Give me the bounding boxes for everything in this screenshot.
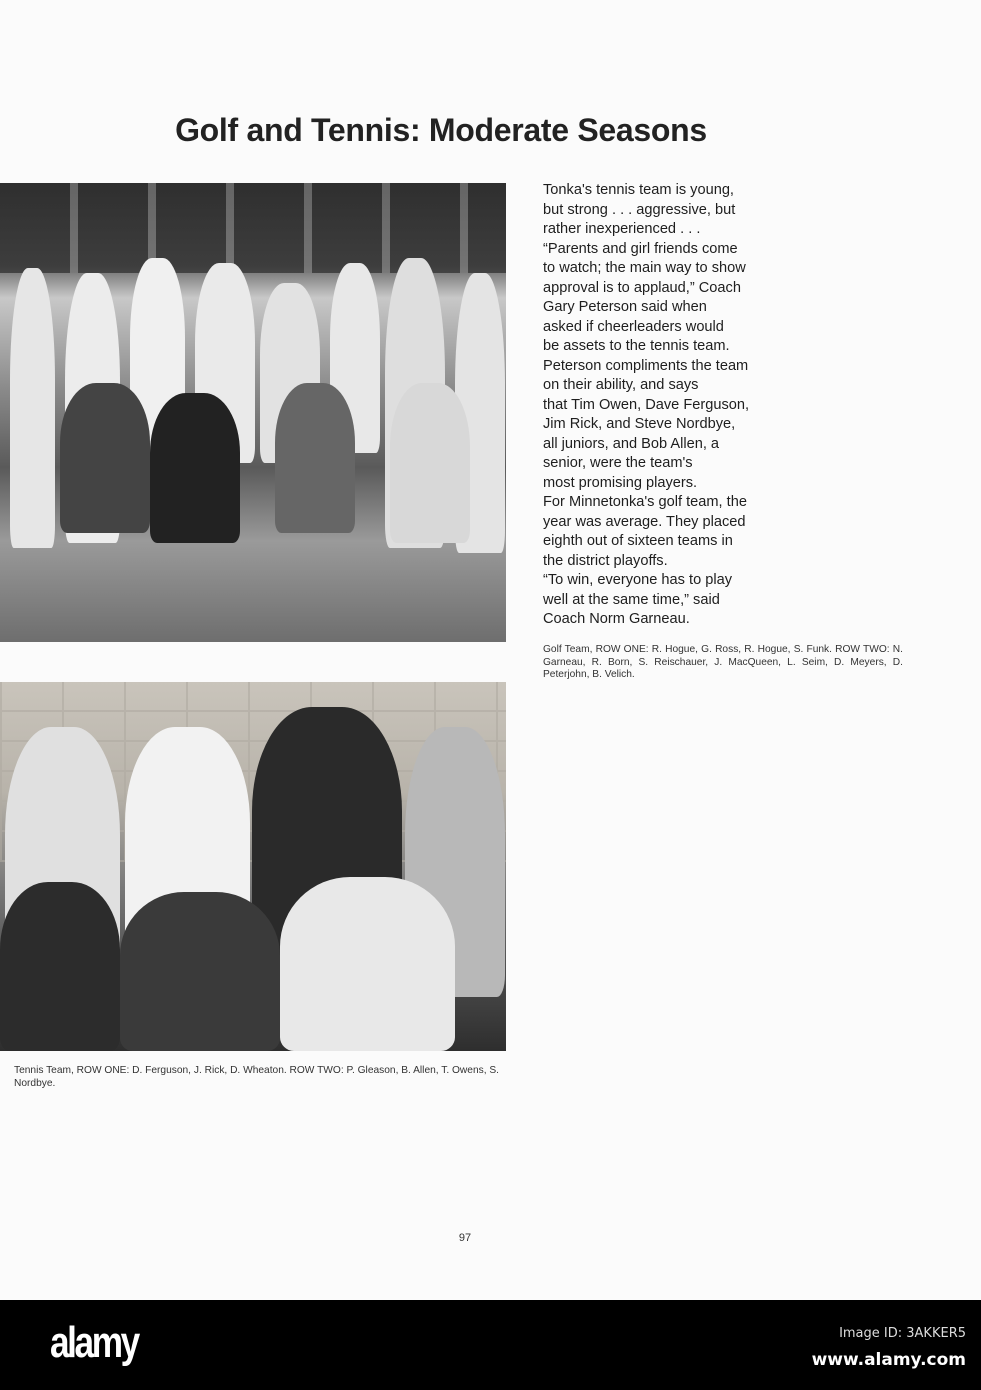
body-line: on their ability, and says <box>543 377 699 393</box>
body-line: For Minnetonka's golf team, the <box>543 494 747 510</box>
body-line: Jim Rick, and Steve Nordbye, <box>543 416 736 432</box>
body-line: “To win, everyone has to play <box>543 572 733 588</box>
body-line: rather inexperienced . . . <box>543 221 701 237</box>
body-line: Coach Norm Garneau. <box>543 611 690 627</box>
body-line: all juniors, and Bob Allen, a <box>543 435 720 452</box>
golf-team-caption: Golf Team, ROW ONE: R. Hogue, G. Ross, R. Hogue, S. Funk. ROW TWO: N. Garneau, R. Born, S. Reischauer, J. MacQueen, L. Seim, D. Meyers, D. Peterjohn, B. Velich. <box>543 644 903 680</box>
body-line: be assets to the tennis team. <box>543 338 730 354</box>
body-line: most promising players. <box>543 474 698 491</box>
body-line: year was average. They placed <box>543 513 746 530</box>
body-line: that Tim Owen, Dave Ferguson, <box>543 396 750 413</box>
body-line: Gary Peterson said when <box>543 299 707 315</box>
site-url: www.alamy.com <box>811 1350 966 1370</box>
tennis-team-photo <box>0 682 506 1051</box>
body-line: approval is to applaud,” Coach <box>543 279 741 296</box>
body-line: but strong . . . aggressive, but <box>543 201 736 218</box>
body-line: Peterson compliments the team <box>543 357 749 374</box>
alamy-logo: alamy <box>50 1318 138 1367</box>
body-line: asked if cheerleaders would <box>543 318 724 335</box>
article-body <box>543 181 793 630</box>
watermark-footer <box>0 1300 981 1390</box>
golf-team-photo <box>0 183 506 642</box>
page-number: 97 <box>458 1232 472 1244</box>
page-title: Golf and Tennis: Moderate Seasons <box>175 112 707 148</box>
body-line: to watch; the main way to show <box>543 260 746 276</box>
tennis-team-caption: Tennis Team, ROW ONE: D. Ferguson, J. Rick, D. Wheaton. ROW TWO: P. Gleason, B. Allen, T. Owens, S. Nordbye. <box>14 1065 500 1089</box>
image-id: Image ID: 3AKKER5 <box>839 1326 966 1341</box>
body-line: well at the same time,” said <box>543 591 720 608</box>
body-line: senior, were the team's <box>543 455 693 471</box>
body-line: the district playoffs. <box>543 552 668 569</box>
body-line: Tonka's tennis team is young, <box>543 182 734 198</box>
body-line: eighth out of sixteen teams in <box>543 533 733 549</box>
body-line: “Parents and girl friends come <box>543 240 738 257</box>
